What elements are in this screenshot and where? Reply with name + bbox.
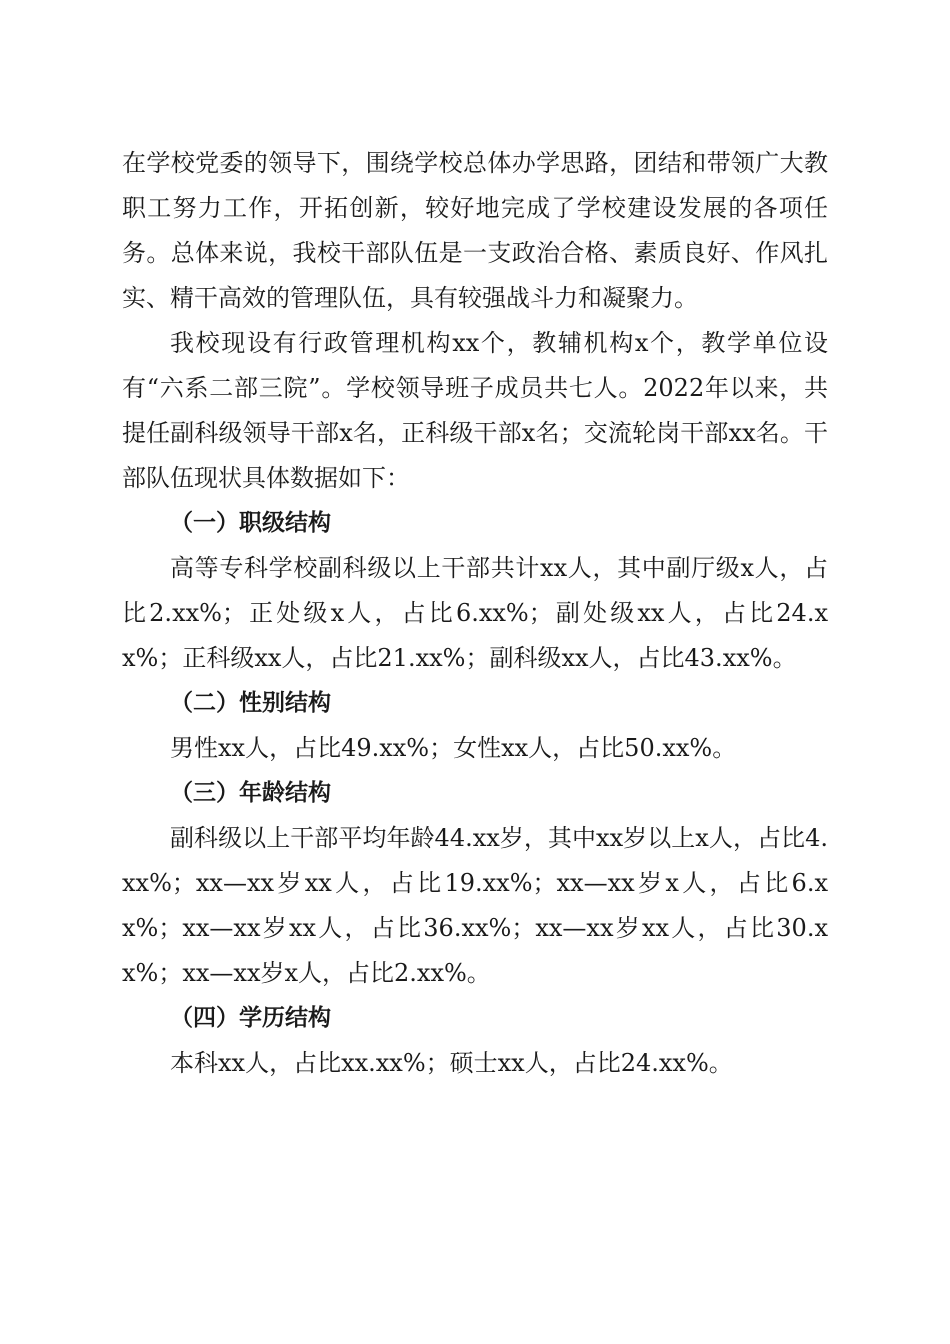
heading-education-structure: （四）学历结构	[170, 1005, 331, 1031]
heading-age-structure: （三）年龄结构	[170, 780, 331, 806]
paragraph-organization: 我校现设有行政管理机构xx个，教辅机构x个，教学单位设有“六系二部三院”。学校领导班子成员共七人。2022年以来，共提任副科级领导干部x名，正科级干部x名；交流轮岗干部xx名。干部队伍现状具体数据如下：	[122, 329, 828, 492]
heading-rank-structure: （一）职级结构	[170, 510, 331, 536]
paragraph-age-structure: 副科级以上干部平均年龄44.xx岁，其中xx岁以上x人，占比4.xx%；xx—xx岁xx人，占比19.xx%；xx—xx岁x人，占比6.xx%；xx—xx岁xx人，占比36.xx%；xx—xx岁xx人，占比30.xx%；xx—xx岁x人，占比2.xx%。	[122, 824, 828, 987]
heading-gender-structure: （二）性别结构	[170, 690, 331, 716]
paragraph-intro: 在学校党委的领导下，围绕学校总体办学思路，团结和带领广大教职工努力工作，开拓创新，较好地完成了学校建设发展的各项任务。总体来说，我校干部队伍是一支政治合格、素质良好、作风扎实、精干高效的管理队伍，具有较强战斗力和凝聚力。	[122, 149, 828, 312]
paragraph-gender-structure: 男性xx人，占比49.xx%；女性xx人，占比50.xx%。	[170, 734, 737, 762]
document-page	[122, 141, 828, 1086]
paragraph-education-structure: 本科xx人，占比xx.xx%；硕士xx人，占比24.xx%。	[170, 1049, 733, 1077]
paragraph-rank-structure: 高等专科学校副科级以上干部共计xx人，其中副厅级x人，占比2.xx%；正处级x人，占比6.xx%；副处级xx人，占比24.xx%；正科级xx人，占比21.xx%；副科级xx人，占比43.xx%。	[122, 554, 828, 672]
